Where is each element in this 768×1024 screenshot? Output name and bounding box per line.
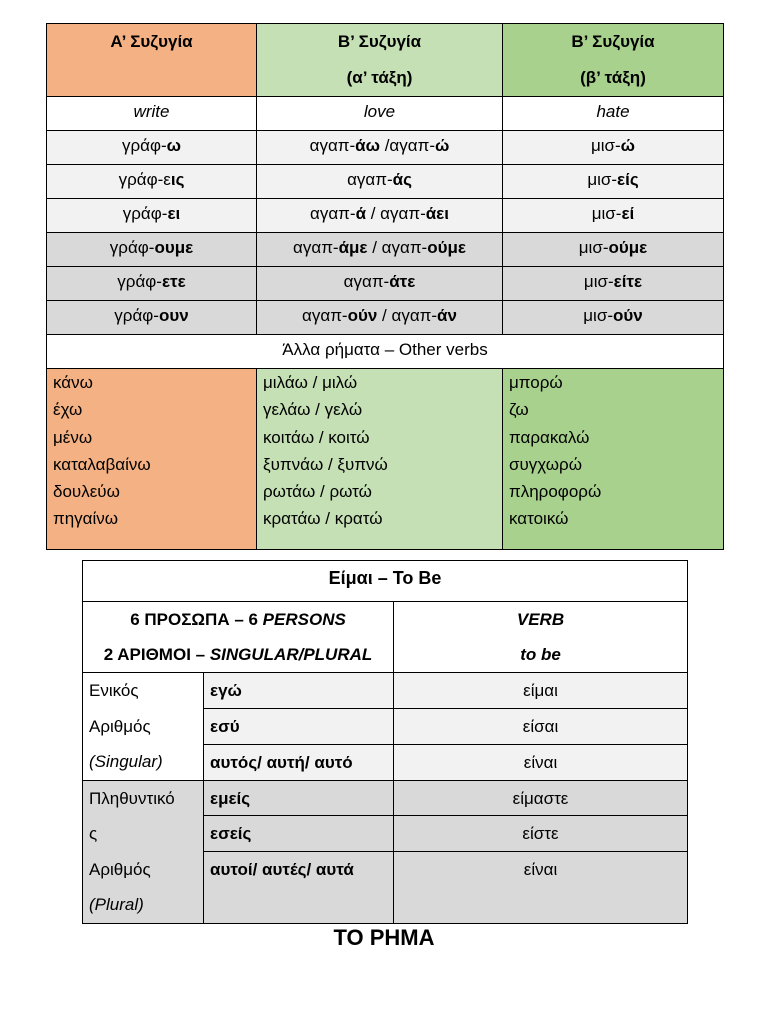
form-second-conjugation-a: αγαπ-άς xyxy=(257,165,503,199)
conjugation-header-row xyxy=(47,24,724,97)
form-second-conjugation-b: μισ-ούν xyxy=(503,301,724,335)
verb-form-cell: είναι xyxy=(394,744,688,780)
verb-list-item: παρακαλώ xyxy=(509,427,590,447)
form-second-conjugation-b: μισ-ώ xyxy=(503,131,724,165)
header-second-conjugation-b: Β’ Συζυγία (β’ τάξη) xyxy=(503,24,724,97)
form-first-conjugation: γράφ-ω xyxy=(47,131,257,165)
verb-list-item: ζω xyxy=(509,400,529,420)
verb-form-cell: είμαστε xyxy=(394,780,688,816)
verb-list-item: καταλαβαίνω xyxy=(53,454,151,474)
verb-form-cell: είστε xyxy=(394,816,688,852)
form-second-conjugation-a: αγαπ-άμε / αγαπ-ούμε xyxy=(257,233,503,267)
to-be-title: Είμαι – To Be xyxy=(83,561,688,602)
pronoun-cell: αυτοί/ αυτές/ αυτά xyxy=(204,852,394,924)
conjugation-row xyxy=(47,131,724,165)
header-second-conjugation-a: Β’ Συζυγία (α’ τάξη) xyxy=(257,24,503,97)
verb-list-item: κάνω xyxy=(53,373,93,392)
english-write: write xyxy=(47,97,257,131)
conjugation-row xyxy=(47,199,724,233)
conjugation-row xyxy=(47,165,724,199)
verb-list-item: μένω xyxy=(53,427,93,447)
pronoun-cell: εγώ xyxy=(204,673,394,709)
other-verbs-first-conjugation xyxy=(47,369,257,550)
form-second-conjugation-a: αγαπ-ά / αγαπ-άει xyxy=(257,199,503,233)
row-label-line: Πληθυντικό xyxy=(89,788,175,808)
form-first-conjugation: γράφ-ουν xyxy=(47,301,257,335)
singular-label xyxy=(83,673,204,781)
verb-list-item: έχω xyxy=(53,400,83,420)
verb-list-item: πηγαίνω xyxy=(53,509,119,529)
row-label-line: (Singular) xyxy=(89,752,163,771)
to-be-header-row xyxy=(83,602,688,673)
verb-list-item: κοιτάω / κοιτώ xyxy=(263,427,370,447)
form-second-conjugation-a: αγαπ-ούν / αγαπ-άν xyxy=(257,301,503,335)
to-be-title-row xyxy=(83,561,688,602)
english-row xyxy=(47,97,724,131)
other-verbs-label: Άλλα ρήματα – Other verbs xyxy=(47,335,724,369)
other-verbs-lists-row xyxy=(47,369,724,550)
row-label-line: Ενικός xyxy=(89,681,139,700)
be-row-1 xyxy=(83,673,688,709)
pronoun-cell: εσύ xyxy=(204,708,394,744)
other-verbs-row xyxy=(47,335,724,369)
pronoun-cell: εμείς xyxy=(204,780,394,816)
english-love: love xyxy=(257,97,503,131)
verb-header: VERB to be xyxy=(394,602,688,673)
form-first-conjugation: γράφ-εις xyxy=(47,165,257,199)
row-label-line: Αριθμός xyxy=(89,716,151,736)
form-second-conjugation-a: αγαπ-άτε xyxy=(257,267,503,301)
row-label-line: (Plural) xyxy=(89,895,144,914)
plural-label xyxy=(83,780,204,923)
verb-list-item: δουλεύω xyxy=(53,482,120,502)
conjugation-row xyxy=(47,301,724,335)
form-second-conjugation-b: μισ-εί xyxy=(503,199,724,233)
english-hate: hate xyxy=(503,97,724,131)
row-label-line: Αριθμός xyxy=(89,859,151,879)
form-second-conjugation-b: μισ-είς xyxy=(503,165,724,199)
conjugation-table xyxy=(46,23,724,550)
verb-list-item: μπορώ xyxy=(509,373,563,392)
verb-list-item: κατοικώ xyxy=(509,509,569,529)
verb-form-cell: είσαι xyxy=(394,708,688,744)
form-second-conjugation-b: μισ-ούμε xyxy=(503,233,724,267)
form-first-conjugation: γράφ-ετε xyxy=(47,267,257,301)
persons-header: 6 ΠΡΟΣΩΠΑ – 6 PERSONS 2 ΑΡΙΘΜΟΙ – SINGULAR/PLURAL xyxy=(83,602,394,673)
conjugation-row xyxy=(47,267,724,301)
verb-list-item: μιλάω / μιλώ xyxy=(263,373,358,392)
verb-form-cell: είναι xyxy=(394,852,688,924)
form-second-conjugation-b: μισ-είτε xyxy=(503,267,724,301)
verb-list-item: ξυπνάω / ξυπνώ xyxy=(263,454,388,474)
conjugation-row xyxy=(47,233,724,267)
row-label-line: ς xyxy=(89,824,98,843)
form-first-conjugation: γράφ-ει xyxy=(47,199,257,233)
to-be-table xyxy=(82,560,688,924)
page-title: ΤΟ ΡΗΜΑ xyxy=(333,925,435,950)
verb-list-item: κρατάω / κρατώ xyxy=(263,509,383,529)
verb-list-item: πληροφορώ xyxy=(509,482,602,502)
verb-list-item: συγχωρώ xyxy=(509,454,582,474)
header-first-conjugation: Α’ Συζυγία xyxy=(47,24,257,97)
verb-form-cell: είμαι xyxy=(394,673,688,709)
other-verbs-second-conjugation-a xyxy=(257,369,503,550)
other-verbs-second-conjugation-b xyxy=(503,369,724,550)
pronoun-cell: εσείς xyxy=(204,816,394,852)
verb-list-item: γελάω / γελώ xyxy=(263,400,363,420)
form-first-conjugation: γράφ-ουμε xyxy=(47,233,257,267)
verb-list-item: ρωτάω / ρωτώ xyxy=(263,482,372,502)
form-second-conjugation-a: αγαπ-άω /αγαπ-ώ xyxy=(257,131,503,165)
pronoun-cell: αυτός/ αυτή/ αυτό xyxy=(204,744,394,780)
be-row-4 xyxy=(83,780,688,816)
